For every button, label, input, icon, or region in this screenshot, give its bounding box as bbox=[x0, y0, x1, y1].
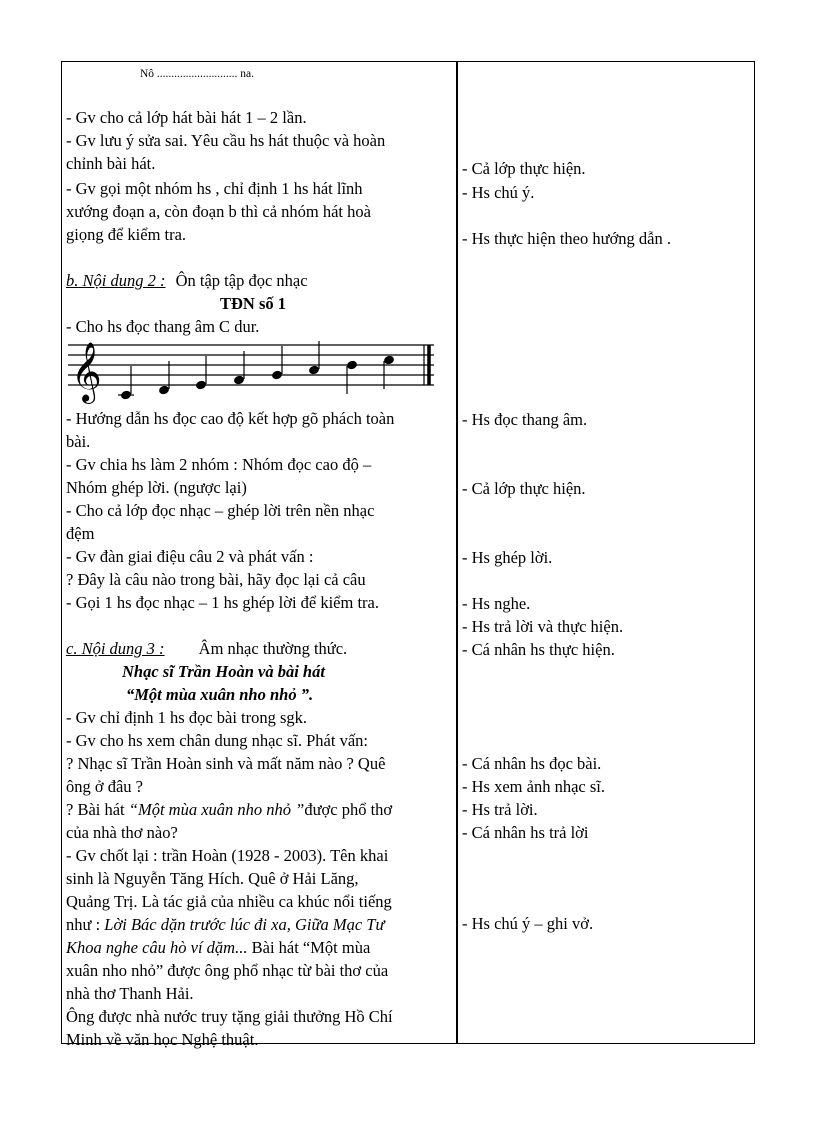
song-heading: “Một mùa xuân nho nhỏ ”. bbox=[126, 685, 314, 704]
note-e bbox=[195, 380, 207, 391]
note-f bbox=[233, 375, 245, 386]
text-span: Bài hát “Một mùa bbox=[247, 938, 371, 957]
note-d bbox=[158, 385, 170, 396]
left-line: - Gv cho hs xem chân dung nhạc sĩ. Phát vấn: bbox=[66, 731, 368, 750]
right-line: - Cá nhân hs đọc bài. bbox=[462, 754, 602, 773]
no-line: Nô ............................ na. bbox=[140, 68, 255, 80]
left-line: - Gv chỉ định 1 hs đọc bài trong sgk. bbox=[66, 708, 308, 727]
note-c bbox=[120, 390, 132, 401]
left-line: bài. bbox=[66, 432, 91, 451]
section-b-title: Ôn tập tập đọc nhạc bbox=[175, 271, 308, 290]
right-line: - Hs ghép lời. bbox=[462, 548, 553, 567]
text-span: ? Bài hát bbox=[66, 800, 129, 819]
left-line: Nhóm ghép lời. (ngược lại) bbox=[66, 478, 247, 497]
left-line bbox=[66, 913, 384, 936]
left-line: - Gv đàn giai điệu câu 2 và phát vấn : bbox=[66, 547, 314, 566]
treble-clef-icon: 𝄞 bbox=[71, 342, 102, 402]
song-list-italic: Lời Bác dặn trước lúc đi xa, Giữa Mạc Tư bbox=[104, 915, 385, 934]
note-b bbox=[346, 360, 358, 371]
left-line: - Gv lưu ý sửa sai. Yêu cầu hs hát thuộc và hoàn bbox=[66, 131, 386, 150]
section-c-label: c. Nội dung 3 : bbox=[66, 639, 165, 658]
left-line: giọng để kiểm tra. bbox=[66, 225, 187, 244]
left-line: xướng đoạn a, còn đoạn b thì cả nhóm hát hoà bbox=[66, 202, 371, 221]
section-b-heading bbox=[66, 269, 308, 292]
right-line: - Hs trả lời. bbox=[462, 800, 538, 819]
left-line: đệm bbox=[66, 524, 95, 543]
note-c-high bbox=[383, 355, 395, 366]
left-line: chỉnh bài hát. bbox=[66, 154, 156, 173]
section-c-title: Âm nhạc thường thức. bbox=[198, 639, 348, 658]
left-line: Ông được nhà nước truy tặng giải thưởng Hồ Chí bbox=[66, 1007, 393, 1026]
right-line: - Hs chú ý. bbox=[462, 183, 535, 202]
text-span: như : bbox=[66, 915, 105, 934]
right-line: - Hs chú ý – ghi vở. bbox=[462, 914, 594, 933]
left-line: nhà thơ Thanh Hải. bbox=[66, 984, 194, 1003]
left-line: xuân nho nhỏ” được ông phổ nhạc từ bài thơ của bbox=[66, 961, 389, 980]
right-line: - Hs trả lời và thực hiện. bbox=[462, 617, 624, 636]
song-list-italic: Khoa nghe câu hò ví dặm... bbox=[66, 938, 248, 957]
note-a bbox=[308, 365, 320, 376]
left-line bbox=[66, 798, 392, 821]
left-line: của nhà thơ nào? bbox=[66, 823, 178, 842]
right-line: - Cá nhân hs trả lời bbox=[462, 823, 589, 842]
left-line: - Cho cả lớp đọc nhạc – ghép lời trên nền nhạc bbox=[66, 501, 375, 520]
section-c-heading bbox=[66, 637, 347, 660]
song-title-italic: “Một mùa xuân nho nhỏ ” bbox=[128, 800, 305, 819]
composer-heading: Nhạc sĩ Trần Hoàn và bài hát bbox=[122, 662, 325, 681]
right-line: - Hs đọc thang âm. bbox=[462, 410, 588, 429]
left-line: Quảng Trị. Là tác giả của nhiều ca khúc nổi tiếng bbox=[66, 892, 392, 911]
left-line: ? Đây là câu nào trong bài, hãy đọc lại cả câu bbox=[66, 570, 366, 589]
right-line: - Hs nghe. bbox=[462, 594, 531, 613]
left-line bbox=[66, 936, 370, 959]
right-line: - Hs xem ảnh nhạc sĩ. bbox=[462, 777, 605, 796]
left-line: - Gv gọi một nhóm hs , chỉ định 1 hs hát lĩnh bbox=[66, 179, 363, 198]
right-line: - Hs thực hiện theo hướng dẫn . bbox=[462, 229, 671, 248]
right-line: - Cá nhân hs thực hiện. bbox=[462, 640, 615, 659]
left-line: ? Nhạc sĩ Trần Hoàn sinh và mất năm nào ? Quê bbox=[66, 754, 386, 773]
left-line: - Gv cho cả lớp hát bài hát 1 – 2 lần. bbox=[66, 108, 307, 127]
left-line: Minh về văn học Nghệ thuật. bbox=[66, 1030, 259, 1049]
right-line: - Cả lớp thực hiện. bbox=[462, 159, 586, 178]
left-line: - Cho hs đọc thang âm C dur. bbox=[66, 317, 260, 336]
right-line: - Cả lớp thực hiện. bbox=[462, 479, 586, 498]
left-line: - Gv chia hs làm 2 nhóm : Nhóm đọc cao độ – bbox=[66, 455, 372, 474]
left-line: sinh là Nguyễn Tăng Hích. Quê ở Hải Lăng, bbox=[66, 869, 359, 888]
left-line: - Hướng dẫn hs đọc cao độ kết hợp gõ phách toàn bbox=[66, 409, 395, 428]
left-line: - Gv chốt lại : trần Hoàn (1928 - 2003). Tên khai bbox=[66, 846, 389, 865]
left-line: ông ở đâu ? bbox=[66, 777, 143, 796]
left-line: - Gọi 1 hs đọc nhạc – 1 hs ghép lời để kiểm tra. bbox=[66, 593, 379, 612]
text-span: được phổ thơ bbox=[304, 800, 393, 819]
section-b-label: b. Nội dung 2 : bbox=[66, 271, 166, 290]
note-g bbox=[271, 370, 283, 381]
music-staff bbox=[68, 333, 434, 405]
column-divider bbox=[456, 61, 458, 1044]
tdn-title: TĐN số 1 bbox=[220, 294, 287, 313]
scale-notes bbox=[118, 341, 395, 400]
